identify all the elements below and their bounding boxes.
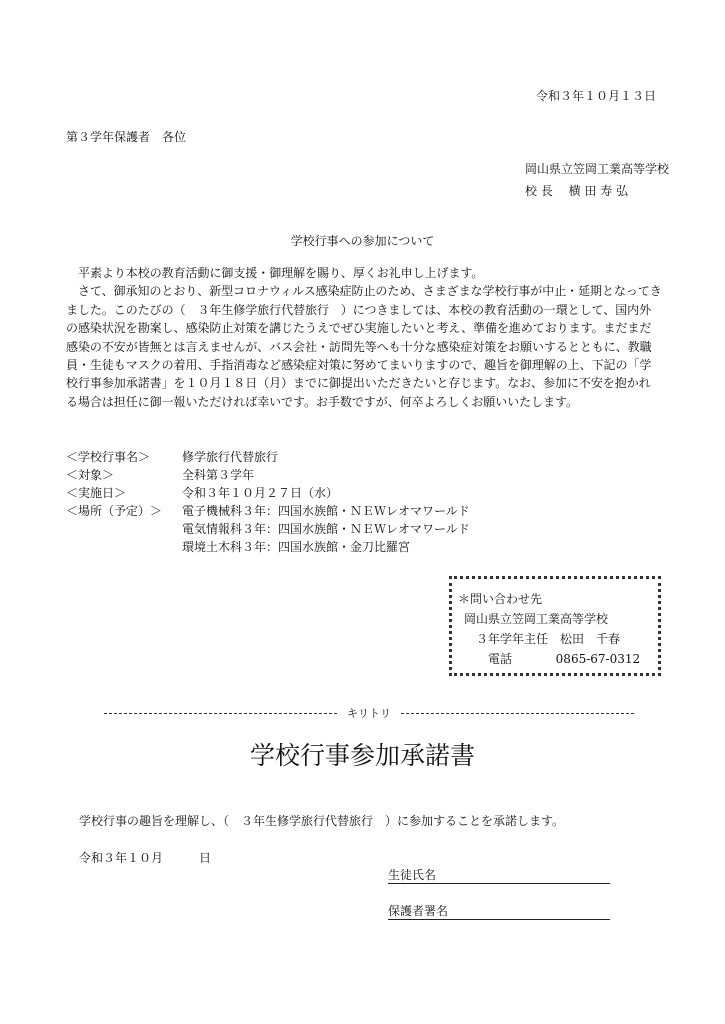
detail-row [66, 520, 470, 538]
detail-label: ＜場所（予定）＞ [66, 504, 163, 518]
form-title: 学校行事参加承諾書 [249, 741, 475, 770]
student-name-field[interactable] [388, 866, 610, 884]
letter-subject: 学校行事への参加について [290, 234, 435, 248]
body-paragraph: 平素より本校の教育活動に御支援・御理解を賜り、厚くお礼申し上げます。 [78, 266, 484, 280]
body-paragraph: さて、御承知のとおり、新型コロナウィルス感染症防止のため、さまざまな学校行事が中止・延期となってきました。このたびの（ ３年生修学旅行代替旅行 ）につきましては、本校の教育活動の一環として、国内外の感染状況を勘案し、感染防止対策を講じたうえでぜひ実施したいと考え、準備を進めております。まだまだ感染の不安が皆無とは言えませんが、バス会社・訪問先等へも十分な感染症対策をお願いするとともに、教職員・生徒もマスクの着用、手指消毒など感染症対策に努めてまいりますので、趣旨を御理解の上、下記の「学校行事参加承諾書」を１０月１８日（月）までに御提出いただきたいと存じます。なお、参加に不安を抱かれる場合は担任に御一報いただければ幸いです。お手数ですが、何卒よろしくお願いいたします。 [66, 284, 662, 409]
event-details [66, 448, 470, 556]
contact-phone-label: 電話 [488, 652, 513, 666]
contact-phone-row [458, 649, 652, 669]
reply-date: 令和３年１０月 日 [79, 851, 212, 865]
letter-body [66, 264, 662, 411]
student-name-label: 生徒氏名 [388, 868, 437, 882]
detail-row [66, 466, 470, 484]
detail-row [66, 502, 470, 520]
guardian-signature-label: 保護者署名 [388, 904, 449, 918]
recipient: 第３学年保護者 各位 [66, 130, 187, 144]
detail-value: 環境土木科３年：四国水族館・金刀比羅宮 [182, 540, 411, 554]
detail-value: 修学旅行代替旅行 [182, 450, 279, 464]
cut-line [104, 705, 634, 721]
detail-label [66, 520, 182, 538]
detail-value: 令和３年１０月２７日（水） [182, 486, 339, 500]
contact-school: 岡山県立笠岡工業高等学校 [464, 612, 609, 626]
contact-phone: 0865-67-0312 [555, 652, 641, 666]
sender-principal: 校 長 横 田 寿 弘 [524, 184, 629, 198]
detail-label [66, 538, 182, 556]
cut-dash-left [104, 713, 337, 714]
detail-row [66, 538, 470, 556]
detail-label: ＜対象＞ [66, 468, 115, 482]
detail-label: ＜学校行事名＞ [66, 450, 151, 464]
consent-statement: 学校行事の趣旨を理解し、（ ３年生修学旅行代替旅行 ）に参加することを承諾します。 [79, 814, 565, 828]
detail-value: 電子機械科３年：四国水族館・ＮＥＷレオマワールド [182, 504, 470, 518]
letter-date: 令和３年１０月１３日 [535, 89, 656, 103]
detail-value: 電気情報科３年：四国水族館・ＮＥＷレオマワールド [182, 522, 470, 536]
guardian-signature-field[interactable] [388, 902, 610, 920]
contact-heading: ＊問い合わせ先 [458, 592, 543, 606]
cut-label: キリトリ [347, 707, 391, 720]
sender-block [525, 158, 669, 202]
contact-teacher: ３年学年主任 松田 千春 [476, 632, 621, 646]
cut-dash-right [401, 713, 634, 714]
contact-box [449, 576, 661, 676]
sender-school: 岡山県立笠岡工業高等学校 [524, 162, 669, 176]
detail-label: ＜実施日＞ [66, 486, 127, 500]
detail-row [66, 448, 470, 466]
detail-row [66, 484, 470, 502]
detail-value: 全科第３学年 [182, 468, 255, 482]
